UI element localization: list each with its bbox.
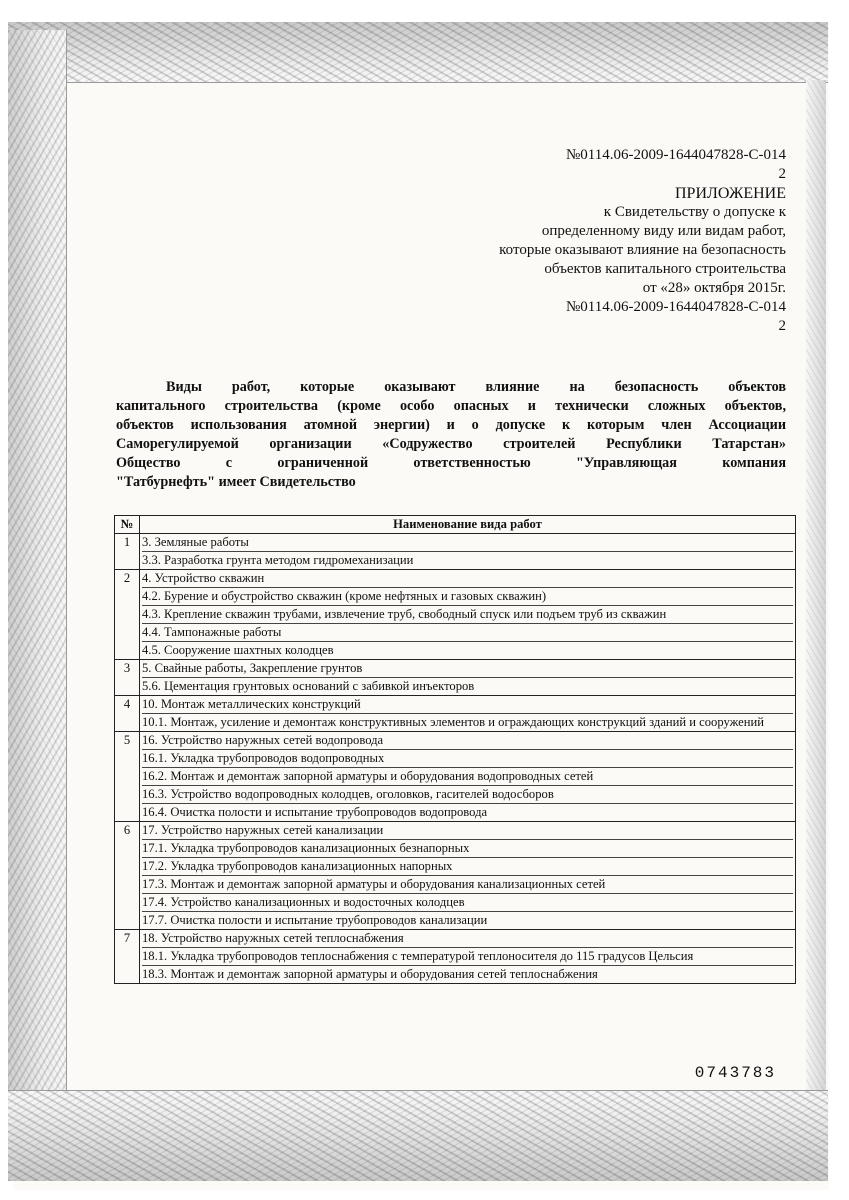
header-line: №0114.06-2009-1644047828-С-014 [566, 299, 786, 315]
work-item: 17.1. Укладка трубопроводов канализационных безнапорных [142, 839, 793, 857]
row-number: 4 [115, 696, 140, 732]
row-works [140, 660, 796, 696]
row-number: 5 [115, 732, 140, 822]
row-number: 3 [115, 660, 140, 696]
header-line: объектов капитального строительства [544, 261, 786, 277]
header-line: №0114.06-2009-1644047828-С-014 [566, 147, 786, 163]
header-line: которые оказывают влияние на безопасность [499, 242, 786, 258]
work-item: 4.4. Тампонажные работы [142, 623, 793, 641]
row-number: 6 [115, 822, 140, 930]
guilloche-border-top [8, 22, 828, 83]
work-item: 17.3. Монтаж и демонтаж запорной арматуры и оборудования канализационных сетей [142, 875, 793, 893]
row-number: 1 [115, 534, 140, 570]
document-heading [116, 378, 786, 492]
work-item: 4. Устройство скважин [142, 571, 265, 585]
work-item: 16.4. Очистка полости и испытание трубопроводов водопровода [142, 803, 793, 821]
work-item: 18. Устройство наружных сетей теплоснабжения [142, 931, 404, 945]
header-line: от «28» октября 2015г. [642, 280, 786, 296]
row-works [140, 534, 796, 570]
work-item: 3. Земляные работы [142, 535, 249, 549]
heading-line: Саморегулируемой организации «Содружество строителей Республики Татарстан» [116, 436, 786, 452]
row-works [140, 696, 796, 732]
work-item: 18.1. Укладка трубопроводов теплоснабжения с температурой теплоносителя до 115 градусов Цельсия [142, 947, 793, 965]
work-item: 4.5. Сооружение шахтных колодцев [142, 641, 793, 659]
guilloche-border-bottom [8, 1090, 828, 1181]
work-item: 17.7. Очистка полости и испытание трубопроводов канализации [142, 911, 793, 929]
work-item: 16.3. Устройство водопроводных колодцев, оголовков, гасителей водосборов [142, 785, 793, 803]
header-line: определенному виду или видам работ, [541, 223, 786, 239]
guilloche-border-left [8, 30, 67, 1180]
header-line: 2 [778, 166, 786, 182]
work-item: 16.1. Укладка трубопроводов водопроводных [142, 749, 793, 767]
form-serial-number: 0743783 [694, 1064, 776, 1082]
header-line: ПРИЛОЖЕНИЕ [674, 185, 786, 202]
table-row [115, 696, 796, 732]
heading-line: "Татбурнефть" имеет Свидетельство [116, 474, 356, 490]
appendix-header [386, 146, 786, 336]
work-item: 10. Монтаж металлических конструкций [142, 697, 361, 711]
row-works [140, 822, 796, 930]
row-works [140, 570, 796, 660]
heading-line: объектов использования атомной энергии) и о допуске к которым член Ассоциации [116, 417, 786, 433]
row-number: 2 [115, 570, 140, 660]
table-row [115, 534, 796, 570]
row-works [140, 732, 796, 822]
table-row [115, 660, 796, 696]
table-header-row [115, 516, 796, 534]
work-item: 16. Устройство наружных сетей водопровода [142, 733, 384, 747]
work-item: 5.6. Цементация грунтовых оснований с забивкой инъекторов [142, 677, 793, 695]
row-number: 7 [115, 930, 140, 984]
column-header-num: № [115, 516, 140, 534]
heading-line: Общество с ограниченной ответственностью "Управляющая компания [116, 455, 786, 471]
work-item: 3.3. Разработка грунта методом гидромеханизации [142, 551, 793, 569]
table-row [115, 570, 796, 660]
work-item: 5. Свайные работы, Закрепление грунтов [142, 661, 363, 675]
work-item: 4.2. Бурение и обустройство скважин (кроме нефтяных и газовых скважин) [142, 587, 793, 605]
work-item: 10.1. Монтаж, усиление и демонтаж конструктивных элементов и ограждающих конструкций зданий и сооружений [142, 713, 793, 731]
work-item: 17. Устройство наружных сетей канализации [142, 823, 384, 837]
work-item: 18.3. Монтаж и демонтаж запорной арматуры и оборудования сетей теплоснабжения [142, 965, 793, 983]
work-item: 17.2. Укладка трубопроводов канализационных напорных [142, 857, 793, 875]
work-item: 16.2. Монтаж и демонтаж запорной арматуры и оборудования водопроводных сетей [142, 767, 793, 785]
column-header-name: Наименование вида работ [140, 516, 796, 534]
heading-line: Виды работ, которые оказывают влияние на безопасность объектов [166, 379, 786, 395]
table-row [115, 732, 796, 822]
guilloche-border-right [806, 80, 826, 1100]
work-item: 4.3. Крепление скважин трубами, извлечение труб, свободный спуск или подъем труб из скважин [142, 605, 793, 623]
header-line: 2 [778, 318, 786, 334]
work-item: 17.4. Устройство канализационных и водосточных колодцев [142, 893, 793, 911]
works-table [114, 515, 796, 984]
heading-line: капитального строительства (кроме особо опасных и технически сложных объектов, [116, 398, 786, 414]
header-line: к Свидетельству о допуске к [603, 204, 786, 220]
table-row [115, 930, 796, 984]
table-row [115, 822, 796, 930]
row-works [140, 930, 796, 984]
document-body [72, 88, 806, 1088]
